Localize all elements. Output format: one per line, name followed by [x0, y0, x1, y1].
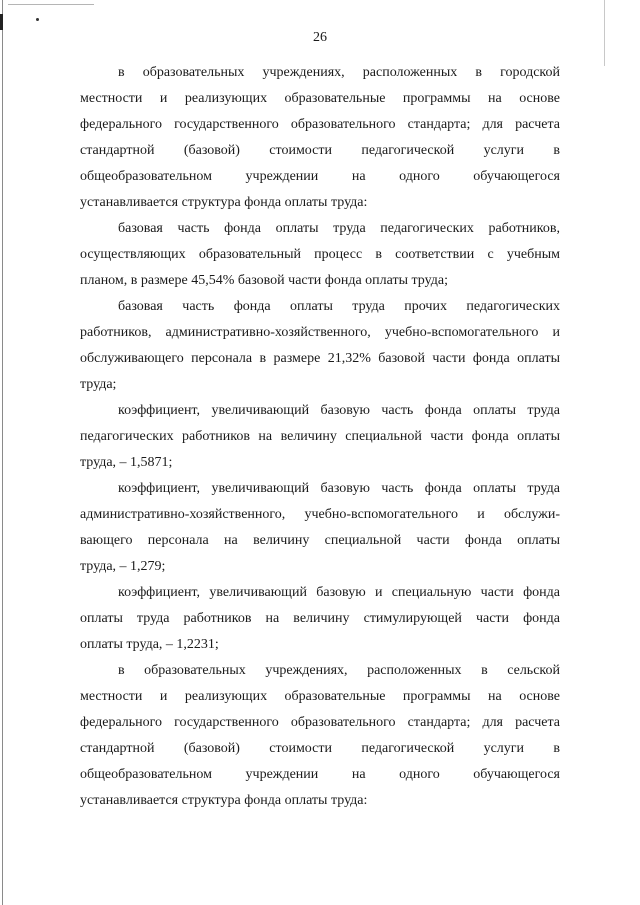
- text-line: труда, – 1,5871;: [80, 455, 173, 470]
- scan-edge-left: [2, 0, 3, 905]
- text-line: оплаты труда, – 1,2231;: [80, 637, 219, 652]
- scan-mark: [0, 14, 3, 30]
- text-line: федерального государственного образовательного стандарта; для расчета: [80, 715, 560, 730]
- text-line: труда, – 1,279;: [80, 559, 166, 574]
- text-line: коэффициент, увеличивающий базовую часть фонда оплаты труда: [118, 403, 560, 418]
- text-line: в образовательных учреждениях, расположенных в городской: [118, 65, 560, 80]
- text-line: административно-хозяйственного, учебно-вспомогательного и обслужи-: [80, 507, 560, 522]
- paragraph-coef-teaching: [80, 398, 560, 476]
- text-line: общеобразовательном учреждении на одного обучающегося: [80, 169, 560, 184]
- text-line: общеобразовательном учреждении на одного обучающегося: [80, 767, 560, 782]
- text-line: оплаты труда работников на величину стимулирующей части фонда: [80, 611, 560, 626]
- text-line: коэффициент, увеличивающий базовую и специальную части фонда: [118, 585, 560, 600]
- text-line: планом, в размере 45,54% базовой части фонда оплаты труда;: [80, 273, 448, 288]
- text-line: вающего персонала на величину специальной части фонда оплаты: [80, 533, 560, 548]
- paragraph-base-other-staff: [80, 294, 560, 398]
- text-line: устанавливается структура фонда оплаты труда:: [80, 195, 368, 210]
- text-line: устанавливается структура фонда оплаты труда:: [80, 793, 368, 808]
- paragraph-coef-admin: [80, 476, 560, 580]
- text-line: педагогических работников на величину специальной части фонда оплаты: [80, 429, 560, 444]
- text-line: стандартной (базовой) стоимости педагогической услуги в: [80, 741, 560, 756]
- paragraph-rural-intro: [80, 658, 560, 814]
- scan-dot: [36, 18, 39, 21]
- text-line: базовая часть фонда оплаты труда педагогических работников,: [118, 221, 560, 236]
- scan-edge-top: [8, 4, 94, 5]
- paragraph-urban-intro: [80, 60, 560, 216]
- paragraph-coef-incentive: [80, 580, 560, 658]
- text-line: в образовательных учреждениях, расположенных в сельской: [118, 663, 560, 678]
- text-line: коэффициент, увеличивающий базовую часть фонда оплаты труда: [118, 481, 560, 496]
- text-line: работников, административно-хозяйственного, учебно-вспомогательного и: [80, 325, 560, 340]
- paragraph-base-teaching-staff: [80, 216, 560, 294]
- text-line: местности и реализующих образовательные программы на основе: [80, 91, 560, 106]
- page-number: 26: [313, 30, 327, 45]
- text-line: стандартной (базовой) стоимости педагогической услуги в: [80, 143, 560, 158]
- text-line: осуществляющих образовательный процесс в соответствии с учебным: [80, 247, 560, 262]
- text-line: базовая часть фонда оплаты труда прочих педагогических: [118, 299, 560, 314]
- text-line: труда;: [80, 377, 117, 392]
- text-line: обслуживающего персонала в размере 21,32% базовой части фонда оплаты: [80, 351, 560, 366]
- text-line: местности и реализующих образовательные программы на основе: [80, 689, 560, 704]
- text-line: федерального государственного образовательного стандарта; для расчета: [80, 117, 560, 132]
- document-body: [80, 60, 560, 814]
